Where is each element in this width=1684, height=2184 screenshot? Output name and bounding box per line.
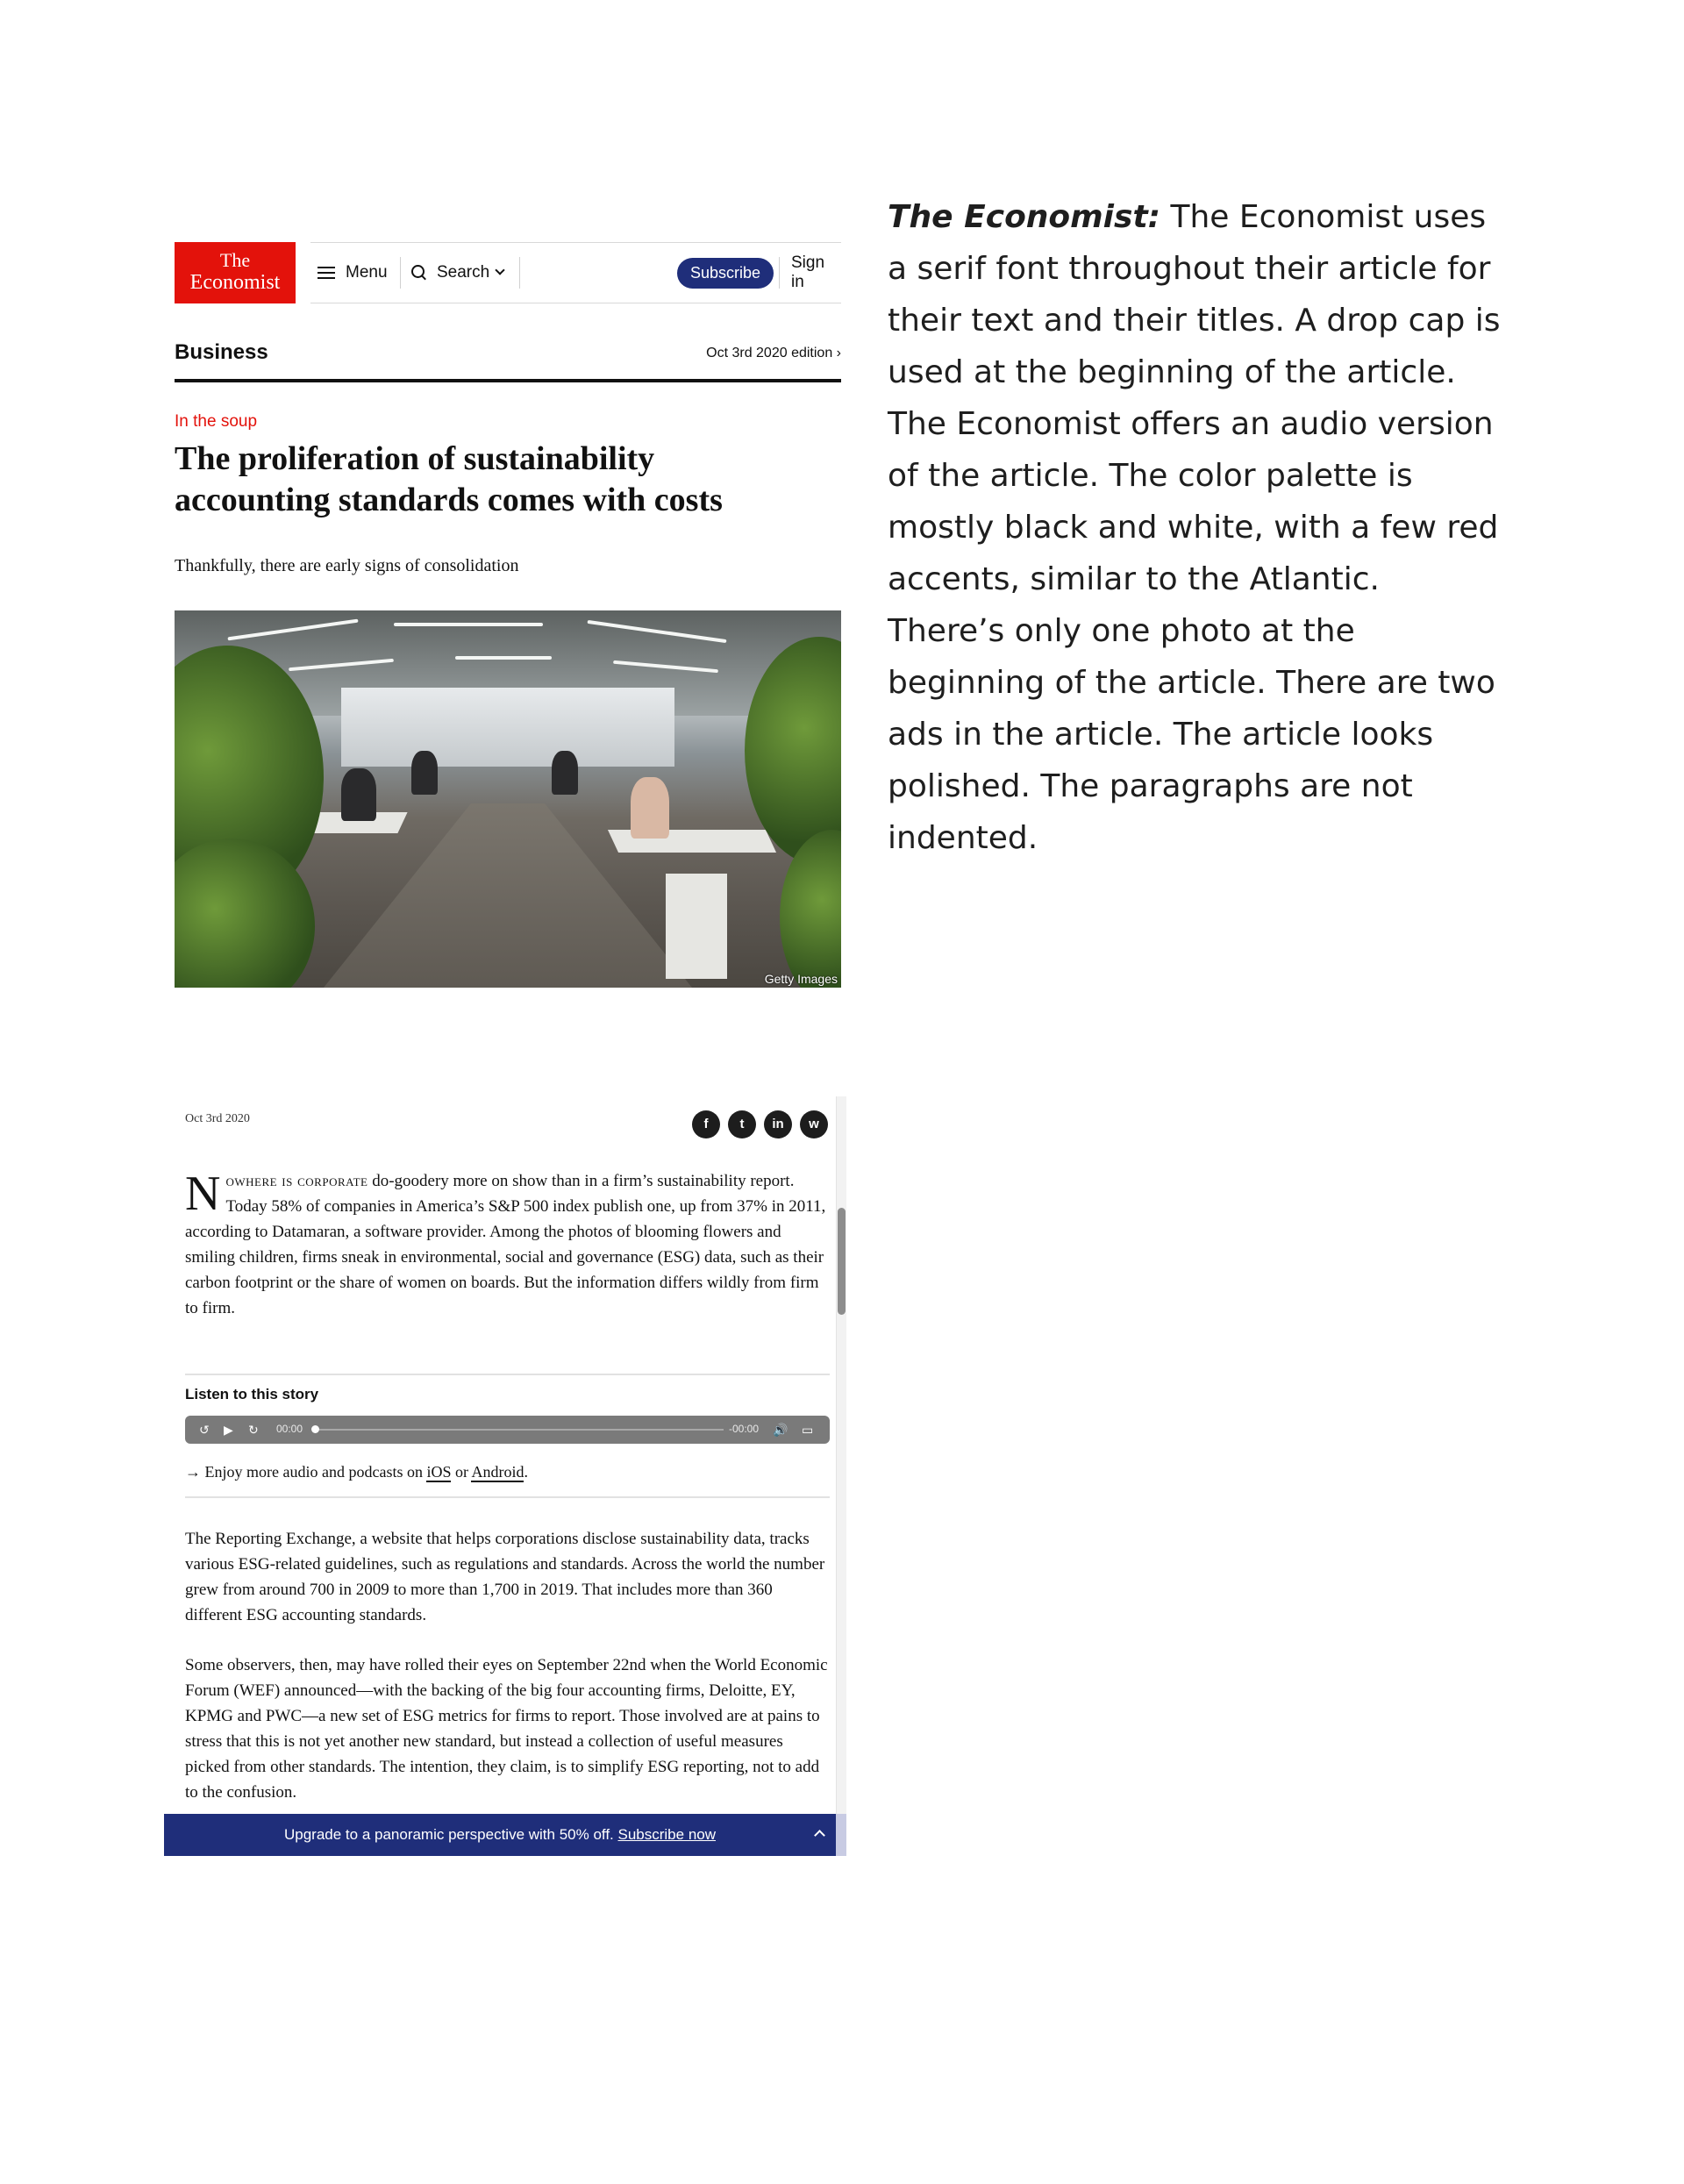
audio-player	[185, 1416, 830, 1444]
article-header-screenshot	[175, 240, 841, 993]
photo-person	[552, 751, 578, 795]
scrollbar-thumb[interactable]	[838, 1208, 846, 1315]
article-paragraph-3: Some observers, then, may have rolled their eyes on September 22nd when the World Economic Forum (WEF) announced—with the backing of the big four accounting firms, Deloitte, EY, KPMG and PWC—a new set of ESG metrics for firms to report. Those involved are at pains to stress that this is not yet another new standard, but instead a collection of useful measures picked from other standards. The intention, they claim, is to simplify ESG reporting, not to add to the confusion.	[185, 1656, 828, 1802]
logo-line-1: The	[219, 249, 251, 271]
airplay-icon[interactable]: ▭	[802, 1423, 814, 1437]
nav-divider	[400, 257, 401, 289]
forward-icon[interactable]: ↻	[248, 1423, 259, 1437]
edition-link[interactable]: Oct 3rd 2020 edition ›	[706, 346, 841, 360]
enjoy-prefix: → Enjoy more audio and podcasts on	[185, 1463, 427, 1481]
audio-apps-line	[185, 1463, 528, 1481]
chevron-down-icon	[496, 265, 505, 275]
article-headline	[175, 439, 788, 521]
photo-person	[631, 777, 669, 839]
note-body: The Economist uses a serif font throughout their article for their text and their titles. A drop cap is used at the beginning of the article. The Economist offers an audio version of the article. The color palette is mostly black and white, with a few red accents, similar to the Atlantic. There’s only one photo at the beginning of the article. There are two ads in the article. The article looks polished. The paragraphs are not indented.	[888, 199, 1501, 856]
android-link[interactable]: Android	[471, 1463, 524, 1481]
photo-person	[411, 751, 438, 795]
facebook-icon[interactable]: f	[692, 1110, 720, 1138]
whatsapp-icon[interactable]: w	[800, 1110, 828, 1138]
headline-line-1: The proliferation of sustainability	[175, 440, 655, 477]
photo-window	[341, 688, 674, 767]
drop-cap: N	[185, 1167, 221, 1221]
linkedin-icon[interactable]: in	[764, 1110, 792, 1138]
article-rubric: In the soup	[175, 412, 258, 431]
design-note	[888, 191, 1502, 864]
play-icon[interactable]: ▶	[224, 1423, 233, 1437]
menu-label: Menu	[346, 263, 388, 282]
photo-credit: Getty Images	[764, 972, 838, 986]
audio-progress-track[interactable]	[315, 1429, 724, 1431]
section-bar	[175, 333, 841, 382]
article-date: Oct 3rd 2020	[185, 1112, 250, 1125]
logo-line-2: Economist	[189, 271, 281, 294]
note-title: The Economist:	[888, 199, 1161, 235]
nav-divider	[779, 257, 780, 289]
photo-person	[341, 768, 376, 821]
ios-link[interactable]: iOS	[426, 1463, 452, 1481]
audio-remaining-time: -00:00	[729, 1423, 760, 1435]
paragraph-text: do-goodery more on show than in a firm’s sustainability report. Today 58% of companies in America’s S&P 500 index publish one, up from 37% in 2011, according to Datamaran, a software provider. Among the photos of blooming flowers and smiling children, firms sneak in environmental, social and governance (ESG) data, such as their carbon footprint or the share of women on boards. But the information differs wildly from firm to firm.	[185, 1172, 826, 1317]
listen-label: Listen to this story	[185, 1386, 319, 1402]
article-paragraph-1	[185, 1168, 830, 1321]
scrollbar-corner	[836, 1814, 846, 1856]
hamburger-icon	[318, 263, 335, 282]
search-button[interactable]	[410, 243, 503, 303]
economist-logo[interactable]	[175, 242, 296, 303]
rewind-icon[interactable]: ↺	[199, 1423, 210, 1437]
enjoy-or: or	[451, 1463, 472, 1481]
audio-current-time: 00:00	[276, 1423, 303, 1435]
search-label: Search	[437, 263, 490, 282]
article-standfirst: Thankfully, there are early signs of consolidation	[175, 556, 519, 575]
article-body-screenshot	[164, 1096, 851, 1858]
scrollbar-track[interactable]	[836, 1096, 846, 1814]
menu-button[interactable]	[318, 243, 388, 303]
subscribe-now-link[interactable]: Subscribe now	[617, 1826, 717, 1843]
photo-lamp	[394, 623, 543, 626]
audio-section	[185, 1374, 830, 1498]
enjoy-suffix: .	[524, 1463, 528, 1481]
article-paragraph-2: The Reporting Exchange, a website that helps corporations disclose sustainability data, tracks various ESG-related guidelines, such as regulations and standards. Across the world the number grew from around 700 in 2009 to more than 1,700 in 2019. That includes more than 360 different ESG accounting standards.	[185, 1530, 825, 1624]
upgrade-banner	[164, 1814, 836, 1856]
top-nav	[310, 242, 841, 303]
headline-line-2: accounting standards comes with costs	[175, 482, 723, 518]
lead-in-smallcaps: owhere is corporate	[225, 1172, 368, 1190]
photo-lamp	[455, 656, 552, 660]
section-name-link[interactable]: Business	[175, 340, 268, 364]
search-icon	[410, 264, 428, 282]
audio-progress-handle[interactable]	[311, 1425, 319, 1433]
article-photo	[175, 610, 841, 988]
photo-desk	[666, 874, 727, 979]
chevron-up-icon[interactable]	[814, 1830, 825, 1841]
twitter-icon[interactable]: t	[728, 1110, 756, 1138]
upgrade-text: Upgrade to a panoramic perspective with 50% off.	[283, 1826, 618, 1843]
sign-in-link[interactable]: Sign in	[791, 253, 825, 291]
nav-divider	[519, 257, 520, 289]
volume-icon[interactable]: 🔊	[773, 1423, 788, 1437]
subscribe-button[interactable]: Subscribe	[677, 258, 774, 289]
